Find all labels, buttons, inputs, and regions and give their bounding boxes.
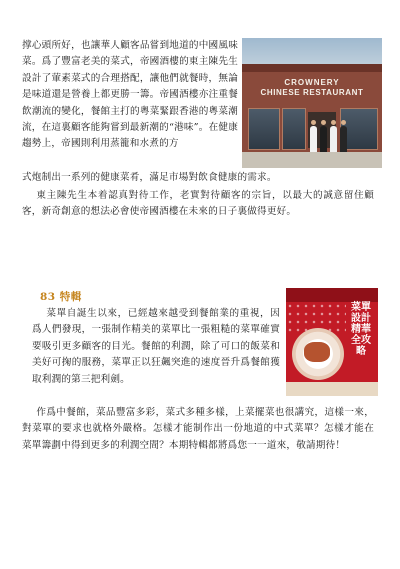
sign-line-1: CROWNERY <box>284 78 340 87</box>
feature-paragraph-1: 菜單自誕生以來，已經越來越受到餐館業的重視，因爲人們發現，一張制作精美的菜單比一張粗糙的菜單確實要吸引更多顧客的目光。餐館的利潤，除了可口的飯菜和美好可掬的服務，菜單正以狂飆突進的速度晉升爲餐館獲取利潤的第三把利劍。 <box>32 308 280 385</box>
sign-line-2: CHINESE RESTAURANT <box>260 88 364 97</box>
person-figure <box>340 126 347 152</box>
article-paragraph-2: 東主陳先生本着認真對待工作，老實對待顧客的宗旨，以最大的誠意留住顧客，新奇創意的想法必會使帝國酒樓在未來的日子裏做得更好。 <box>22 190 374 218</box>
article-paragraph-1: 撑心頭所好，也讓華人顧客品嘗到地道的中國風味菜。爲了豐富老美的菜式，帝國酒樓的東主陳先生設計了葷素菜式的合理搭配，讓他們就餐時，無論是味道還是營養上都更勝一籌。帝國酒樓亦注重餐飲潮流的變化，餐館主打的粵菜緊跟香港的粵菜潮流，在這裏顧客能夠嘗到最新潮的“港味”。在健康趨勢上，帝國則利用蒸籠和水煮的方 <box>22 40 238 150</box>
restaurant-sign <box>250 78 374 100</box>
person-figure <box>320 126 327 152</box>
article-paragraph-1-end: 式炮制出一系列的健康菜肴，滿足市場對飲食健康的需求。 <box>22 172 277 183</box>
restaurant-photo <box>242 38 382 168</box>
feature-paragraph-2: 作爲中餐館，菜品豐富多彩，菜式多種多樣，上菜擺菜也很講究，這樣一來，對菜單的要求也就格外嚴格。怎樣才能制作出一份地道的中式菜單？怎樣才能在菜單籌劃中得到更多的利潤空間？本期特輯都將爲您一一道來，敬請期待！ <box>22 407 374 451</box>
menu-book-cover <box>286 288 378 396</box>
person-figure <box>310 126 317 152</box>
section-heading: 83 特輯 <box>40 291 82 303</box>
cover-title: 菜單設計精華全攻略 <box>351 302 371 357</box>
person-figure <box>330 126 337 152</box>
